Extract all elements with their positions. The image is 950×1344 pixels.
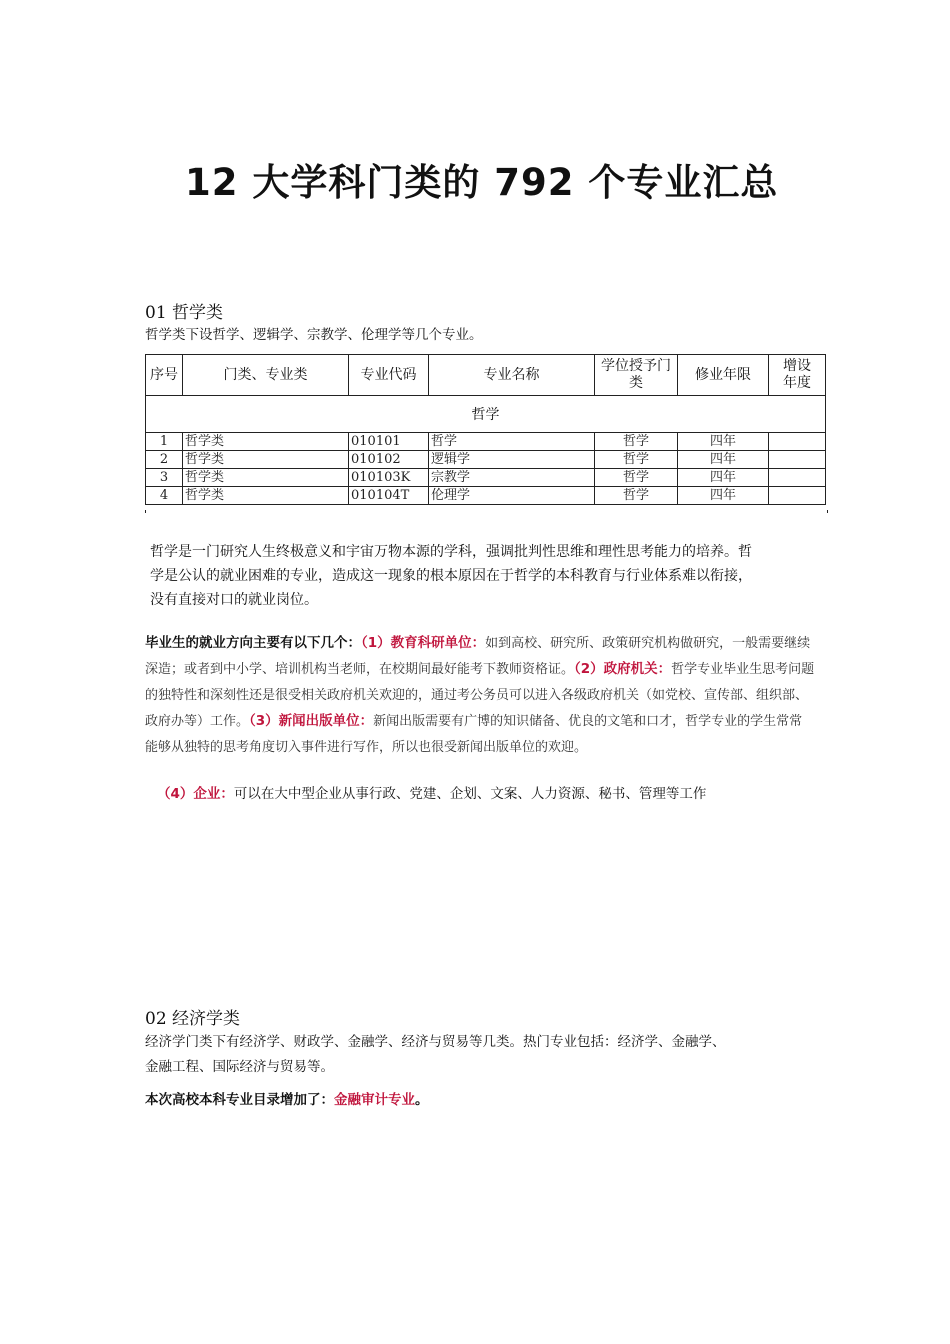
table-cell: 010102	[349, 451, 429, 469]
majors-table	[145, 354, 826, 505]
table-cell	[769, 469, 826, 487]
table-cell: 哲学	[595, 433, 678, 451]
table-cell: 010104T	[349, 487, 429, 505]
table-cell: 宗教学	[429, 469, 595, 487]
table-cell: 四年	[678, 469, 769, 487]
table-cell: 四年	[678, 487, 769, 505]
employment-item-text: 可以在大中型企业从事行政、党建、企划、文案、人力资源、秘书、管理等工作	[233, 786, 707, 802]
table-cell: 哲学类	[183, 433, 349, 451]
table-cell: 哲学类	[183, 451, 349, 469]
table-cell: 哲学	[595, 469, 678, 487]
table-cell	[769, 451, 826, 469]
economics-note	[145, 1088, 429, 1108]
table-category-row	[146, 396, 826, 433]
note-lead: 本次高校本科专业目录增加了：	[145, 1092, 334, 1108]
table-cell: 哲学类	[183, 487, 349, 505]
header-cell: 增设年度	[769, 355, 826, 396]
table-cell: 2	[146, 451, 183, 469]
table-cell: 1	[146, 433, 183, 451]
table-cell: 哲学	[429, 433, 595, 451]
table-row	[146, 469, 826, 487]
description-line: 没有直接对口的就业岗位。	[150, 592, 318, 608]
employment-item-4	[157, 782, 706, 802]
employment-item-label: （4）企业：	[157, 786, 234, 802]
table-cut-edge	[145, 510, 828, 513]
philosophy-description	[150, 540, 810, 612]
table-cell	[769, 487, 826, 505]
category-cell: 哲学	[146, 396, 826, 433]
table-cell: 010103K	[349, 469, 429, 487]
section-heading-philosophy: 01 哲学类	[145, 303, 224, 323]
employment-item-text: 新闻出版需要有广博的知识储备、优良的文笔和口才，哲学专业的学生常常能够从独特的思考角度切入事件进行写作，所以也很受新闻出版单位的欢迎。	[145, 714, 803, 755]
table-cell: 四年	[678, 433, 769, 451]
employment-item-text: 如到高校、研究所、政策研究机构做研究，一般需要继续深造；或者到中小学、培训机构当老师，在校期间最好能考下教师资格证。	[145, 636, 811, 677]
page-title: 12 大学科门类的 792 个专业汇总	[185, 161, 779, 204]
table-cell: 伦理学	[429, 487, 595, 505]
employment-item-label: （2）政府机关：	[574, 661, 672, 677]
table-cell	[769, 433, 826, 451]
table-row	[146, 487, 826, 505]
section-heading-economics: 02 经济学类	[145, 1009, 241, 1029]
table-header-row	[146, 355, 826, 396]
section-intro-philosophy: 哲学类下设哲学、逻辑学、宗教学、伦理学等几个专业。	[145, 327, 483, 343]
note-end: 。	[415, 1092, 429, 1108]
table-cell: 3	[146, 469, 183, 487]
note-highlight: 金融审计专业	[334, 1092, 415, 1108]
header-cell: 学位授予门类	[595, 355, 678, 396]
table-cell: 哲学类	[183, 469, 349, 487]
employment-paragraph	[145, 630, 815, 760]
description-line: 哲学是一门研究人生终极意义和宇宙万物本源的学科，强调批判性思维和理性思考能力的培养。哲	[150, 544, 752, 560]
table-cell: 4	[146, 487, 183, 505]
employment-lead: 毕业生的就业方向主要有以下几个：	[145, 635, 361, 651]
table-cell: 哲学	[595, 451, 678, 469]
table-row	[146, 433, 826, 451]
table-cell: 010101	[349, 433, 429, 451]
header-cell: 序号	[146, 355, 183, 396]
section-intro-line: 经济学门类下有经济学、财政学、金融学、经济与贸易等几类。热门专业包括：经济学、金融学、	[145, 1034, 726, 1050]
section-intro-line: 金融工程、国际经济与贸易等。	[145, 1059, 334, 1075]
header-cell: 门类、专业类	[183, 355, 349, 396]
header-cell: 修业年限	[678, 355, 769, 396]
employment-item-text: 哲学专业毕业生思考问题的独特性和深刻性还是很受相关政府机关欢迎的，通过考公务员可以进入各级政府机关（如党校、宣传部、组织部、政府办等）工作。	[145, 662, 815, 729]
employment-item-label: （1）教育科研单位：	[361, 635, 486, 651]
header-cell: 专业名称	[429, 355, 595, 396]
table-cell: 四年	[678, 451, 769, 469]
header-cell: 专业代码	[349, 355, 429, 396]
table-cell: 逻辑学	[429, 451, 595, 469]
description-line: 学是公认的就业困难的专业，造成这一现象的根本原因在于哲学的本科教育与行业体系难以衔接，	[150, 568, 752, 584]
employment-item-label: （3）新闻出版单位：	[249, 713, 374, 729]
table-row	[146, 451, 826, 469]
table-cell: 哲学	[595, 487, 678, 505]
